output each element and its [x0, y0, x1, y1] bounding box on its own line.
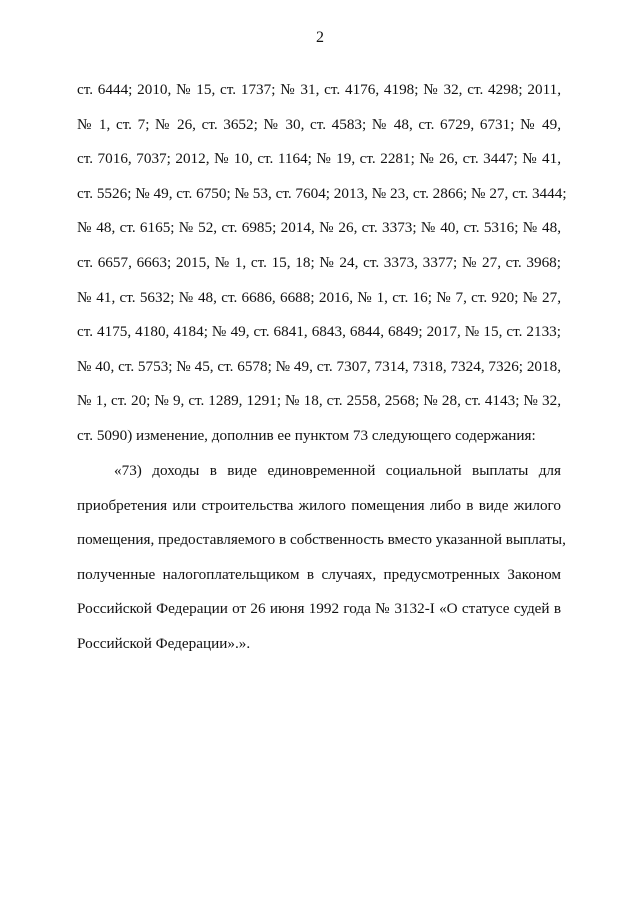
text-line: № 40, ст. 5753; № 45, ст. 6578; № 49, ст. 7307, 7314, 7318, 7324, 7326; 2018,: [77, 357, 561, 375]
paragraph-73: [77, 454, 566, 662]
text-line: ст. 6444; 2010, № 15, ст. 1737; № 31, ст. 4176, 4198; № 32, ст. 4298; 2011,: [77, 81, 561, 98]
citations-text-block: [77, 73, 567, 454]
text-line: ст. 6657, 6663; 2015, № 1, ст. 15, 18; № 24, ст. 3373, 3377; № 27, ст. 3968;: [77, 253, 561, 271]
text-line: помещения, предоставляемого в собственность вместо указанной выплаты,: [77, 531, 566, 549]
text-line: № 41, ст. 5632; № 48, ст. 6686, 6688; 2016, № 1, ст. 16; № 7, ст. 920; № 27,: [77, 288, 561, 306]
text-line: полученные налогоплательщиком в случаях, предусмотренных Законом: [77, 565, 561, 583]
text-line: ст. 5526; № 49, ст. 6750; № 53, ст. 7604; 2013, № 23, ст. 2866; № 27, ст. 3444;: [77, 184, 567, 202]
text-line: ст. 7016, 7037; 2012, № 10, ст. 1164; № 19, ст. 2281; № 26, ст. 3447; № 41,: [77, 150, 561, 168]
page-number: 2: [316, 29, 324, 46]
text-line: Российской Федерации».».: [77, 634, 251, 652]
text-line: № 1, ст. 7; № 26, ст. 3652; № 30, ст. 4583; № 48, ст. 6729, 6731; № 49,: [77, 115, 561, 133]
text-line: ст. 4175, 4180, 4184; № 49, ст. 6841, 6843, 6844, 6849; 2017, № 15, ст. 2133;: [77, 323, 561, 341]
text-line: № 1, ст. 20; № 9, ст. 1289, 1291; № 18, ст. 2558, 2568; № 28, ст. 4143; № 32,: [77, 392, 561, 410]
text-line: приобретения или строительства жилого помещения либо в виде жилого: [77, 496, 561, 514]
text-line: «73) доходы в виде единовременной социальной выплаты для: [114, 462, 561, 479]
text-line: ст. 5090) изменение, дополнив ее пунктом 73 следующего содержания:: [77, 426, 536, 444]
text-line: Российской Федерации от 26 июня 1992 года № 3132-I «О статусе судей в: [77, 600, 561, 618]
text-line: № 48, ст. 6165; № 52, ст. 6985; 2014, № 26, ст. 3373; № 40, ст. 5316; № 48,: [77, 219, 561, 237]
